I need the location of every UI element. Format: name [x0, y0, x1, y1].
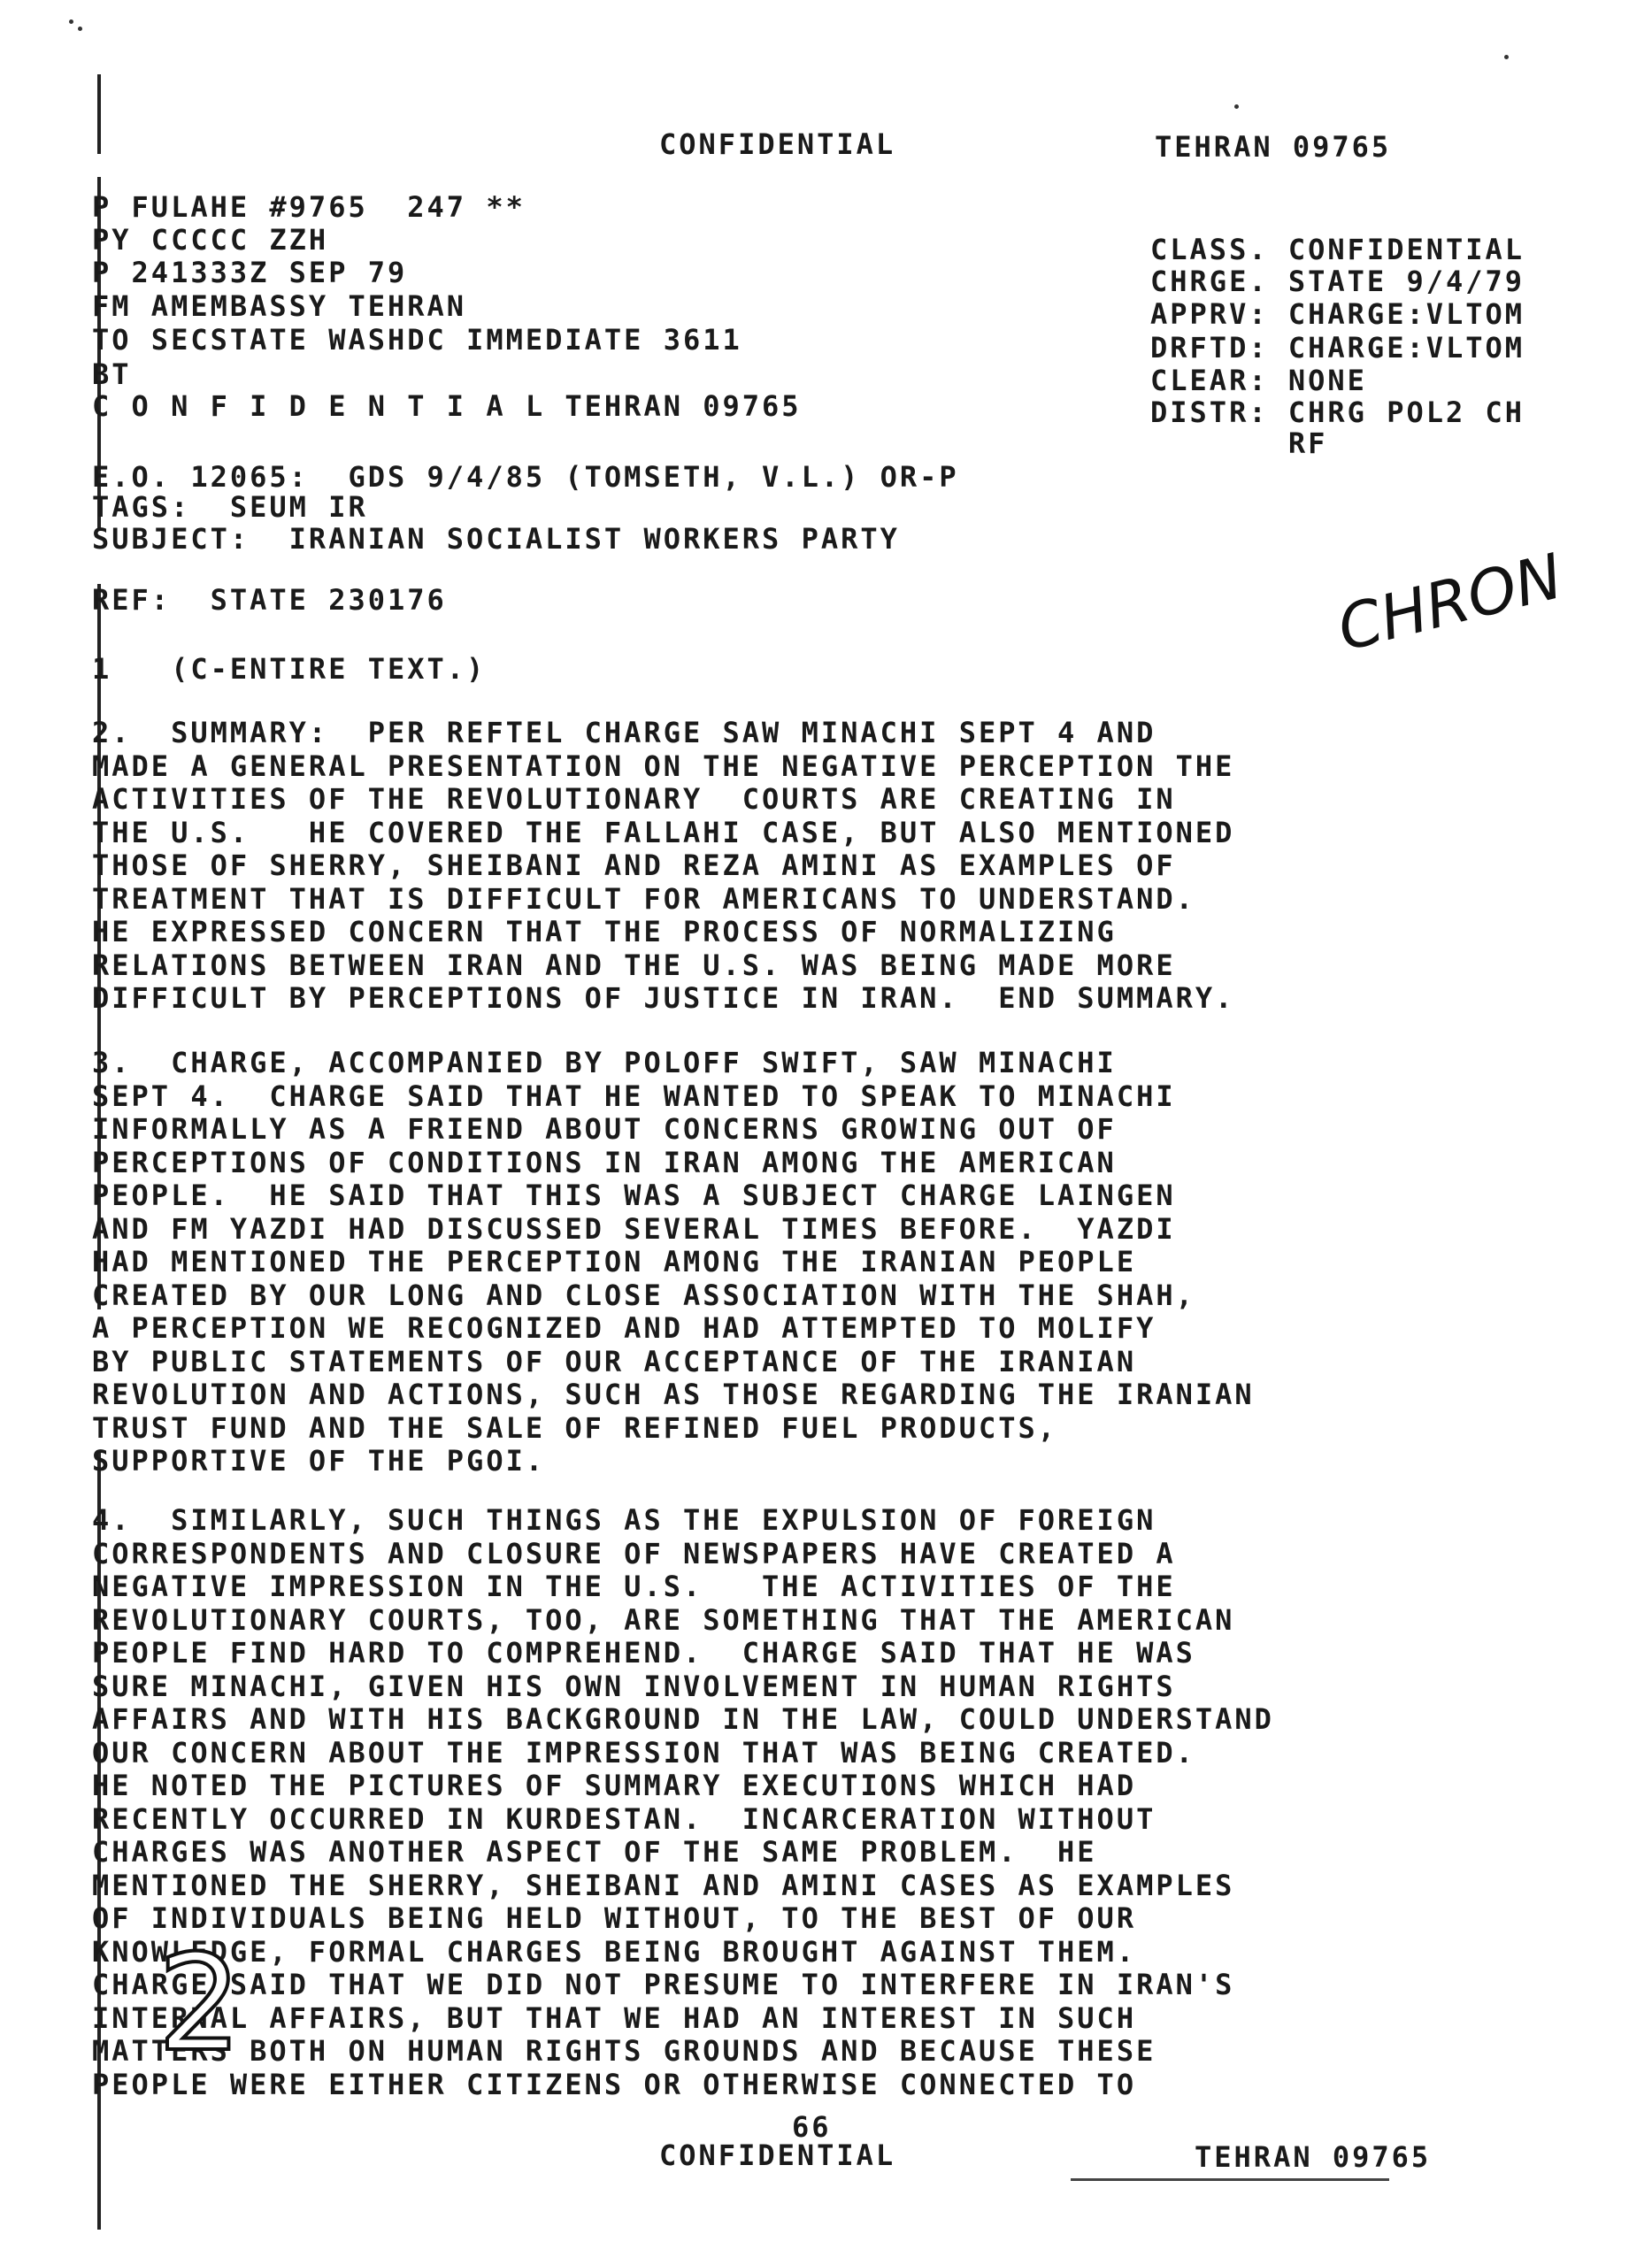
text-line: THOSE OF SHERRY, SHEIBANI AND REZA AMINI AS EXAMPLES OF: [92, 848, 1176, 882]
text-line: 2. SUMMARY: PER REFTEL CHARGE SAW MINACHI SEPT 4 AND: [92, 716, 1156, 749]
paragraph-3: [92, 1047, 1255, 1478]
text-line: PEOPLE FIND HARD TO COMPREHEND. CHARGE SAID THAT HE WAS: [92, 1636, 1195, 1670]
footer-classification: CONFIDENTIAL: [659, 2138, 896, 2172]
text-line: CHARGES WAS ANOTHER ASPECT OF THE SAME PROBLEM. HE: [92, 1835, 1097, 1869]
text-line: 3. CHARGE, ACCOMPANIED BY POLOFF SWIFT, SAW MINACHI: [92, 1046, 1117, 1079]
text-line: BY PUBLIC STATEMENTS OF OUR ACCEPTANCE OF THE IRANIAN: [92, 1344, 1137, 1378]
text-line: AFFAIRS AND WITH HIS BACKGROUND IN THE LAW, COULD UNDERSTAND: [92, 1702, 1274, 1736]
text-line: SURE MINACHI, GIVEN HIS OWN INVOLVEMENT IN HUMAN RIGHTS: [92, 1669, 1176, 1703]
text-line: INFORMALLY AS A FRIEND ABOUT CONCERNS GROWING OUT OF: [92, 1112, 1117, 1146]
footer-reference: TEHRAN 09765: [1195, 2140, 1432, 2174]
text-line: RECENTLY OCCURRED IN KURDESTAN. INCARCERATION WITHOUT: [92, 1801, 1156, 1836]
tags-line: TAGS: SEUM IR: [92, 490, 368, 524]
page-section-mark: 2: [158, 1927, 242, 2081]
text-line: CHARGE SAID THAT WE DID NOT PRESUME TO INTERFERE IN IRAN'S: [92, 1968, 1235, 2001]
text-line: CORRESPONDENTS AND CLOSURE OF NEWSPAPERS HAVE CREATED A: [92, 1536, 1176, 1570]
page-number: 66: [792, 2110, 832, 2144]
text-line: HE NOTED THE PICTURES OF SUMMARY EXECUTIONS WHICH HAD: [92, 1769, 1137, 1802]
text-line: MENTIONED THE SHERRY, SHEIBANI AND AMINI CASES AS EXAMPLES: [92, 1868, 1235, 1902]
routing-line: FM AMEMBASSY TEHRAN: [92, 289, 467, 323]
routing-line: TO SECSTATE WASHDC IMMEDIATE 3611: [92, 323, 742, 357]
eo-line: E.O. 12065: GDS 9/4/85 (TOMSETH, V.L.) OR-P: [92, 460, 959, 494]
paragraph-2: [92, 717, 1234, 1016]
text-line: RELATIONS BETWEEN IRAN AND THE U.S. WAS BEING MADE MORE: [92, 948, 1176, 982]
text-line: MATTERS BOTH ON HUMAN RIGHTS GROUNDS AND BECAUSE THESE: [92, 2034, 1156, 2068]
text-line: TREATMENT THAT IS DIFFICULT FOR AMERICANS TO UNDERSTAND.: [92, 881, 1195, 916]
paragraph-4: [92, 1504, 1274, 2101]
routing-line: PY CCCCC ZZH: [92, 223, 329, 257]
text-line: TRUST FUND AND THE SALE OF REFINED FUEL PRODUCTS,: [92, 1410, 1058, 1445]
text-line: REVOLUTION AND ACTIONS, SUCH AS THOSE REGARDING THE IRANIAN: [92, 1378, 1255, 1411]
text-line: HAD MENTIONED THE PERCEPTION AMONG THE IRANIAN PEOPLE: [92, 1245, 1137, 1278]
text-line: INTERNAL AFFAIRS, BUT THAT WE HAD AN INTEREST IN SUCH: [92, 2000, 1137, 2035]
text-line: 4. SIMILARLY, SUCH THINGS AS THE EXPULSION OF FOREIGN: [92, 1503, 1156, 1537]
paragraph-1: 1 (C-ENTIRE TEXT.): [92, 652, 487, 686]
text-line: OUR CONCERN ABOUT THE IMPRESSION THAT WAS BEING CREATED.: [92, 1735, 1195, 1770]
routing-line: BT: [92, 357, 132, 391]
text-line: PERCEPTIONS OF CONDITIONS IN IRAN AMONG THE AMERICAN: [92, 1145, 1117, 1179]
header-reference: TEHRAN 09765: [1155, 130, 1392, 164]
text-line: SUPPORTIVE OF THE PGOI.: [92, 1444, 546, 1478]
meta-line: RF: [1150, 426, 1328, 460]
text-line: KNOWLEDGE, FORMAL CHARGES BEING BROUGHT AGAINST THEM.: [92, 1934, 1137, 1969]
text-line: CREATED BY OUR LONG AND CLOSE ASSOCIATION WITH THE SHAH,: [92, 1278, 1195, 1312]
speck: [78, 27, 82, 31]
text-line: A PERCEPTION WE RECOGNIZED AND HAD ATTEMPTED TO MOLIFY: [92, 1311, 1156, 1345]
text-line: AND FM YAZDI HAD DISCUSSED SEVERAL TIMES BEFORE. YAZDI: [92, 1211, 1176, 1246]
routing-line: C O N F I D E N T I A L TEHRAN 09765: [92, 389, 802, 423]
speck: [69, 19, 73, 24]
handwritten-note: CHRON: [1330, 540, 1570, 665]
header-classification: CONFIDENTIAL: [659, 127, 896, 161]
text-line: THE U.S. HE COVERED THE FALLAHI CASE, BUT ALSO MENTIONED: [92, 815, 1235, 849]
text-line: HE EXPRESSED CONCERN THAT THE PROCESS OF NORMALIZING: [92, 915, 1117, 948]
text-line: NEGATIVE IMPRESSION IN THE U.S. THE ACTIVITIES OF THE: [92, 1570, 1176, 1603]
text-line: ACTIVITIES OF THE REVOLUTIONARY COURTS ARE CREATING IN: [92, 782, 1176, 816]
text-line: DIFFICULT BY PERCEPTIONS OF JUSTICE IN IRAN. END SUMMARY.: [92, 981, 1235, 1015]
routing-line: P 241333Z SEP 79: [92, 256, 408, 289]
subject-line: SUBJECT: IRANIAN SOCIALIST WORKERS PARTY: [92, 522, 900, 556]
meta-line: DISTR: CHRG POL2 CH: [1150, 395, 1525, 429]
reference-line: REF: STATE 230176: [92, 583, 447, 617]
text-line: REVOLUTIONARY COURTS, TOO, ARE SOMETHING THAT THE AMERICAN: [92, 1602, 1235, 1637]
margin-line: [97, 74, 101, 154]
text-line: OF INDIVIDUALS BEING HELD WITHOUT, TO THE BEST OF OUR: [92, 1901, 1137, 1935]
speck: [1234, 104, 1239, 109]
text-line: MADE A GENERAL PRESENTATION ON THE NEGATIVE PERCEPTION THE: [92, 749, 1235, 783]
meta-line: DRFTD: CHARGE:VLTOM: [1150, 331, 1525, 365]
footer-rule: [1071, 2178, 1389, 2181]
speck: [1504, 55, 1509, 59]
text-line: PEOPLE. HE SAID THAT THIS WAS A SUBJECT CHARGE LAINGEN: [92, 1179, 1176, 1212]
meta-line: CHRGE. STATE 9/4/79: [1150, 265, 1525, 298]
routing-line: P FULAHE #9765 247 **: [92, 190, 526, 224]
text-line: SEPT 4. CHARGE SAID THAT HE WANTED TO SPEAK TO MINACHI: [92, 1079, 1176, 1113]
text-line: PEOPLE WERE EITHER CITIZENS OR OTHERWISE CONNECTED TO: [92, 2067, 1137, 2101]
meta-line: APPRV: CHARGE:VLTOM: [1150, 297, 1525, 331]
meta-line: CLEAR: NONE: [1150, 364, 1367, 397]
meta-line: CLASS. CONFIDENTIAL: [1150, 233, 1525, 266]
